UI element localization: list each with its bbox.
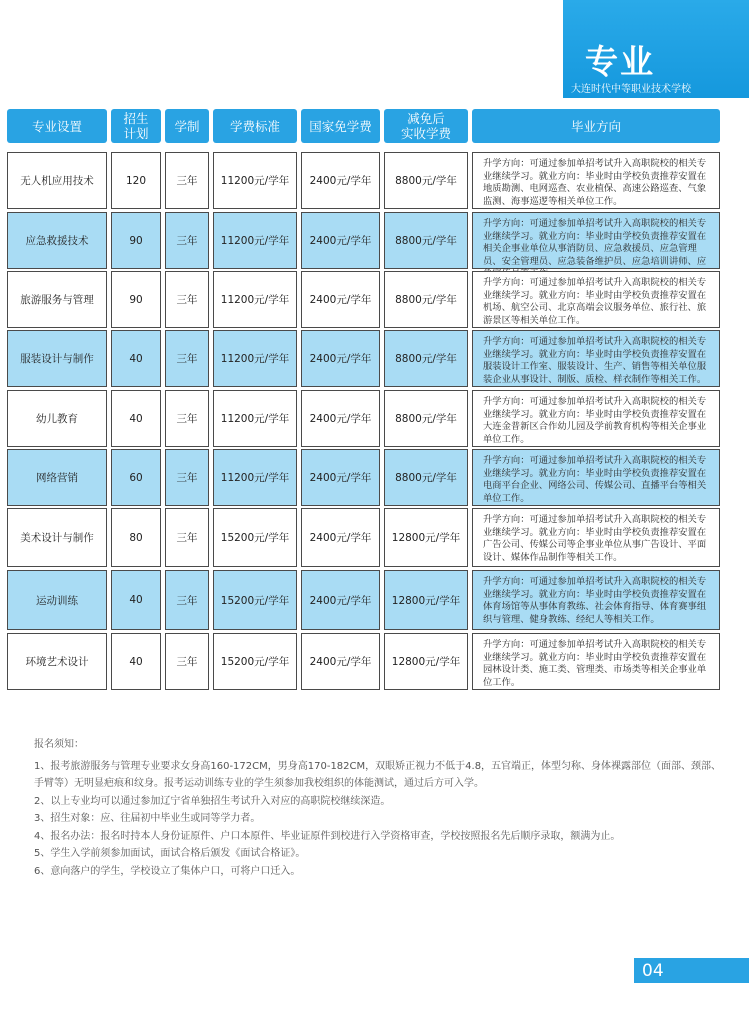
study-years: 三年 — [165, 570, 209, 630]
note-item: 3、招生对象：应、往届初中毕业生或同等学力者。 — [34, 813, 261, 824]
header-major: 专业设置 — [7, 109, 107, 143]
state-free: 2400元/学年 — [301, 508, 380, 567]
page-number: 04 — [634, 958, 749, 983]
actual-fee: 8800元/学年 — [384, 390, 468, 447]
tuition-fee: 11200元/学年 — [213, 449, 297, 506]
note-item: 5、学生入学前须参加面试，面试合格后颁发《面试合格证》。 — [34, 848, 306, 859]
school-name: 大连时代中等职业技术学校 — [571, 84, 691, 95]
major-name: 美术设计与制作 — [7, 508, 107, 567]
major-name: 幼儿教育 — [7, 390, 107, 447]
study-years: 三年 — [165, 271, 209, 328]
actual-fee: 12800元/学年 — [384, 570, 468, 630]
header-direction: 毕业方向 — [472, 109, 720, 143]
career-direction: 升学方向：可通过参加单招考试升入高职院校的相关专业继续学习。就业方向：毕业时由学校负责推荐安置在服装设计工作室、服装设计、生产、销售等相关单位服装企业从事设计、制版、质检、样衣制作等相关工作。 — [472, 330, 720, 387]
tuition-fee: 15200元/学年 — [213, 570, 297, 630]
career-direction: 升学方向：可通过参加单招考试升入高职院校的相关专业继续学习。就业方向：毕业时由学校负责推荐安置在体育场馆等从事体育教练、社会体育指导、体育赛事组织与管理、健身教练、经纪人等相关工作。 — [472, 570, 720, 630]
header-actual: 减免后 实收学费 — [384, 109, 468, 143]
study-years: 三年 — [165, 508, 209, 567]
tuition-fee: 11200元/学年 — [213, 152, 297, 209]
tuition-fee: 11200元/学年 — [213, 390, 297, 447]
enroll-plan: 80 — [111, 508, 161, 567]
career-direction: 升学方向：可通过参加单招考试升入高职院校的相关专业继续学习。就业方向：毕业时由学校负责推荐安置在大连金普新区合作幼儿园及学前教育机构等相关企事业单位工作。 — [472, 390, 720, 447]
state-free: 2400元/学年 — [301, 449, 380, 506]
actual-fee: 12800元/学年 — [384, 633, 468, 690]
header-years: 学制 — [165, 109, 209, 143]
note-item: 2、以上专业均可以通过参加辽宁省单独招生考试升入对应的高职院校继续深造。 — [34, 795, 391, 807]
enroll-plan: 40 — [111, 633, 161, 690]
major-name: 无人机应用技术 — [7, 152, 107, 209]
career-direction: 升学方向：可通过参加单招考试升入高职院校的相关专业继续学习。就业方向：毕业时由学校负责推荐安置在地质勘测、电网巡查、农业植保、高速公路巡查、气象监测、海事巡逻等相关单位工作。 — [472, 152, 720, 209]
state-free: 2400元/学年 — [301, 271, 380, 328]
actual-fee: 8800元/学年 — [384, 212, 468, 269]
state-free: 2400元/学年 — [301, 152, 380, 209]
study-years: 三年 — [165, 633, 209, 690]
note-item: 6、意向落户的学生，学校设立了集体户口，可将户口迁入。 — [34, 865, 301, 877]
career-direction: 升学方向：可通过参加单招考试升入高职院校的相关专业继续学习。就业方向：毕业时由学校负责推荐安置在电商平台企业、网络公司、传媒公司、直播平台等相关单位工作。 — [472, 449, 720, 506]
header-fee: 学费标准 — [213, 109, 297, 143]
tuition-fee: 15200元/学年 — [213, 508, 297, 567]
note-item: 1、报考旅游服务与管理专业要求女身高160-172CM，男身高170-182CM，双眼矫正视力不低于4.8，五官端正，体型匀称、身体裸露部位（面部、颈部、手臂等）无明显疤痕和纹身。报考运动训练专业的学生须参加我校组织的体能测试，通过后方可入学。 — [34, 760, 722, 789]
state-free: 2400元/学年 — [301, 633, 380, 690]
enroll-plan: 40 — [111, 570, 161, 630]
tuition-fee: 11200元/学年 — [213, 330, 297, 387]
state-free: 2400元/学年 — [301, 330, 380, 387]
header-free: 国家免学费 — [301, 109, 380, 143]
actual-fee: 8800元/学年 — [384, 449, 468, 506]
major-name: 应急救援技术 — [7, 212, 107, 269]
career-direction: 升学方向：可通过参加单招考试升入高职院校的相关专业继续学习。就业方向：毕业时由学校负责推荐安置在广告公司、传媒公司等企事业单位从事广告设计、平面设计、媒体作品制作等相关工作。 — [472, 508, 720, 567]
major-name: 环境艺术设计 — [7, 633, 107, 690]
study-years: 三年 — [165, 212, 209, 269]
actual-fee: 12800元/学年 — [384, 508, 468, 567]
major-name: 旅游服务与管理 — [7, 271, 107, 328]
enroll-plan: 40 — [111, 390, 161, 447]
enroll-plan: 90 — [111, 271, 161, 328]
tuition-fee: 15200元/学年 — [213, 633, 297, 690]
actual-fee: 8800元/学年 — [384, 271, 468, 328]
tuition-fee: 11200元/学年 — [213, 271, 297, 328]
state-free: 2400元/学年 — [301, 570, 380, 630]
career-direction: 升学方向：可通过参加单招考试升入高职院校的相关专业继续学习。就业方向：毕业时由学校负责推荐安置在相关企事业单位从事消防员、应急救援员、应急管理员、安全管理员、应急装备维护员、应急培训讲师、应 — [472, 212, 720, 269]
enroll-plan: 120 — [111, 152, 161, 209]
study-years: 三年 — [165, 330, 209, 387]
study-years: 三年 — [165, 449, 209, 506]
major-name: 网络营销 — [7, 449, 107, 506]
career-direction: 升学方向：可通过参加单招考试升入高职院校的相关专业继续学习。就业方向：毕业时由学校负责推荐安置在机场、航空公司、北京高端会议服务单位、旅行社、旅游景区等相关单位工作。 — [472, 271, 720, 328]
note-item: 4、报名办法：报名时持本人身份证原件、户口本原件、毕业证原件到校进行入学资格审查，学校按照报名先后顺序录取，额满为止。 — [34, 830, 621, 842]
state-free: 2400元/学年 — [301, 212, 380, 269]
study-years: 三年 — [165, 390, 209, 447]
notes-title: 报名须知： — [34, 739, 84, 750]
registration-notes — [34, 736, 724, 880]
tuition-fee: 11200元/学年 — [213, 212, 297, 269]
career-direction: 升学方向：可通过参加单招考试升入高职院校的相关专业继续学习。就业方向：毕业时由学校负责推荐安置在园林设计类、施工类、管理类、市场类等相关企事业单位工作。 — [472, 633, 720, 690]
enroll-plan: 40 — [111, 330, 161, 387]
section-badge — [563, 0, 749, 98]
enroll-plan: 90 — [111, 212, 161, 269]
section-title: 专业 — [585, 42, 655, 81]
major-name: 运动训练 — [7, 570, 107, 630]
study-years: 三年 — [165, 152, 209, 209]
header-plan: 招生 计划 — [111, 109, 161, 143]
actual-fee: 8800元/学年 — [384, 330, 468, 387]
major-name: 服装设计与制作 — [7, 330, 107, 387]
actual-fee: 8800元/学年 — [384, 152, 468, 209]
state-free: 2400元/学年 — [301, 390, 380, 447]
enroll-plan: 60 — [111, 449, 161, 506]
